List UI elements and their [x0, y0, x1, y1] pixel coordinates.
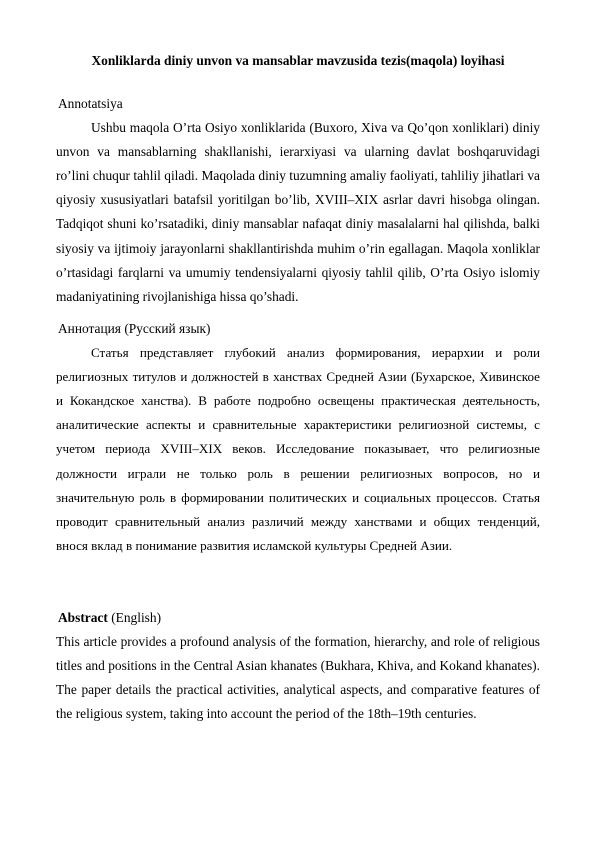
english-abstract-section: [56, 606, 540, 726]
russian-annotation-section: [56, 317, 540, 558]
uzbek-annotation-section: [56, 92, 540, 309]
uzbek-annotation-heading: Annotatsiya: [58, 96, 123, 111]
english-abstract-heading-bold: Abstract: [58, 610, 108, 625]
document-title: Xonliklarda diniy unvon va mansablar mavzusida tezis(maqola) loyihasi: [91, 53, 505, 68]
russian-annotation-heading: Аннотация (Русский язык): [58, 321, 211, 336]
english-abstract-heading: [56, 606, 540, 630]
english-abstract-heading-lang: (English): [107, 610, 162, 625]
english-abstract-text: This article provides a profound analysis of the formation, hierarchy, and role of religious titles and positions in the Central Asian khanates (Bukhara, Khiva, and Kokand khanates). The paper details the practical activities, analytical aspects, and comparative features of the religious system, taking into account the period of the 18th–19th centuries.: [56, 634, 540, 722]
russian-annotation-text: Статья представляет глубокий анализ формирования, иерархии и роли религиозных титулов и должностей в ханствах Средней Азии (Бухарское, Хивинское и Кокандское ханства). В работе подробно освещены практическая деятельность, аналитические аспекты и сравнительные характеристики религиозной системы, с учетом периода XVIII–XIX веков. Исследование показывает, что религиозные должности играли не только роль в решении религиозных вопросов, но и значительную роль в формировании политических и социальных процессов. Статья проводит сравнительный анализ различий между ханствами и общих тенденций, внося вклад в понимание развития исламской культуры Средней Азии.: [56, 345, 540, 553]
uzbek-annotation-text: Ushbu maqola O’rta Osiyo xonliklarida (Buxoro, Xiva va Qo’qon xonliklari) diniy unvon va mansablarning shakllanishi, ierarxiyasi va ularning davlat boshqaruvidagi ro’lini chuqur tahlil qiladi. Maqolada diniy tuzumning amaliy faoliyati, tahliliy jihatlari va qiyosiy xususiyatlari batafsil yoritilgan bo’lib, XVIII–XIX asrlar davri hisobga olingan. Tadqiqot shuni ko’rsatadiki, diniy mansablar nafaqat diniy masalalarni hal qilishda, balki siyosiy va ijtimoiy jarayonlarni shakllantirishda muhim o’rin egallagan. Maqola xonliklar o’rtasidagi farqlarni va umumiy tendensiyalarni qiyosiy tahlil qilib, O’rta Osiyo islomiy madaniyatining rivojlanishiga hissa qo’shadi.: [56, 120, 540, 304]
